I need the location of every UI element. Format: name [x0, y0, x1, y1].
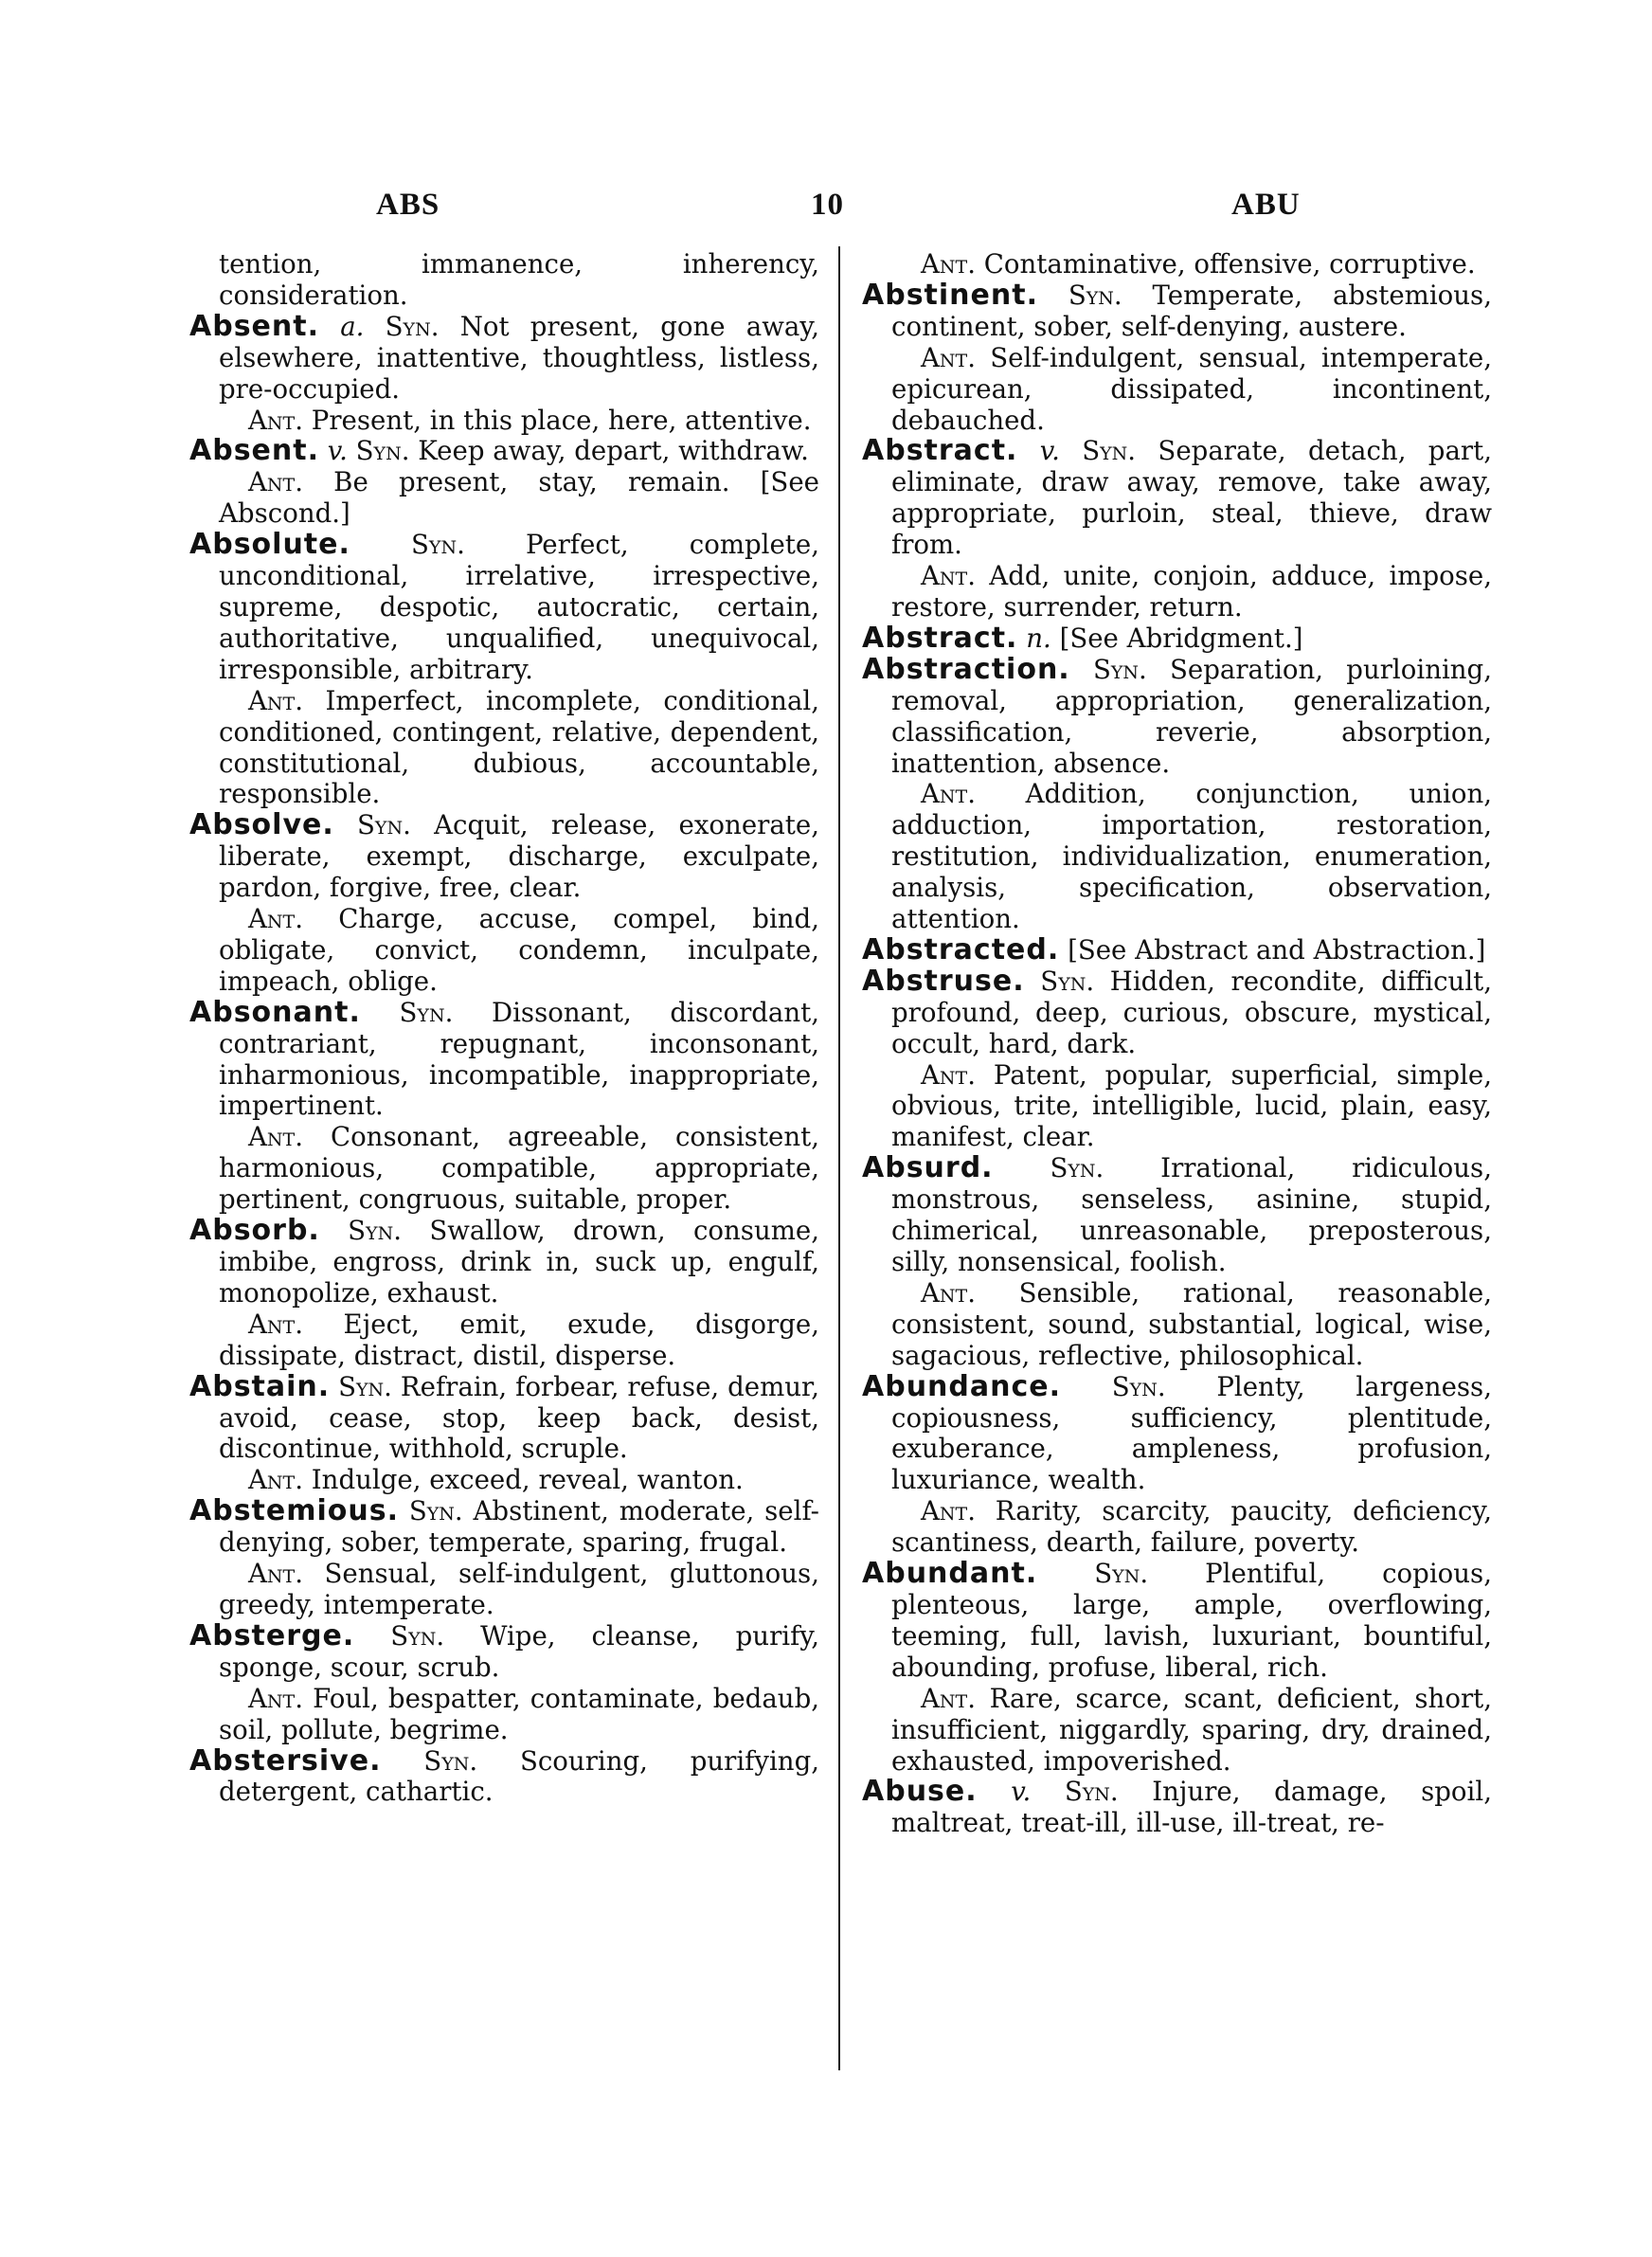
antonym-label: Ant.: [921, 560, 976, 592]
synonym-label: Syn.: [1040, 965, 1095, 997]
dictionary-entry: [862, 561, 1492, 623]
entry-headword: Abstemious.: [189, 1494, 399, 1528]
part-of-speech: v.: [327, 435, 348, 467]
header-left-guide-word: ABS: [376, 188, 440, 222]
dictionary-entry: [189, 467, 819, 530]
entry-text: Scouring, purifying, detergent, cathartic.: [219, 1744, 819, 1808]
part-of-speech: v.: [1011, 1776, 1032, 1808]
entry-text: Contaminative, offensive, corruptive.: [983, 248, 1476, 280]
dictionary-entry: [862, 1153, 1492, 1278]
synonym-label: Syn.: [423, 1744, 478, 1777]
part-of-speech: a.: [340, 310, 365, 342]
dictionary-entry: [189, 1743, 819, 1809]
antonym-label: Ant.: [921, 1495, 976, 1527]
entry-text: Present, in this place, here, attentive.: [311, 404, 812, 436]
entry-headword: Abundant.: [862, 1557, 1038, 1591]
entry-headword: Absurd.: [862, 1151, 994, 1185]
entry-headword: Absolve.: [189, 808, 334, 842]
entry-headword: Abstracted.: [862, 932, 1060, 966]
dictionary-entry: [189, 1216, 819, 1309]
entry-headword: Abstraction.: [862, 652, 1070, 686]
entry-text: Irrational, ridiculous, monstrous, senseless, asinine, stupid, chimerical, unreasonable, preposterous, silly, nonsensical, foolish.: [891, 1152, 1492, 1277]
entry-headword: Abstain.: [189, 1369, 331, 1403]
dictionary-entry: [189, 530, 819, 686]
entry-text: Plenty, largeness, copiousness, sufficiency, plentitude, exuberance, ampleness, profusion, luxuriance, wealth.: [891, 1370, 1492, 1496]
antonym-label: Ant.: [248, 404, 303, 436]
entry-headword: Absent.: [189, 309, 319, 343]
entry-text: Swallow, drown, consume, imbibe, engross, drink in, suck up, engulf, monopolize, exhaust.: [219, 1215, 819, 1309]
synonym-label: Syn.: [1094, 1558, 1149, 1590]
entry-text: Separate, detach, part, eliminate, draw away, remove, take away, appropriate, purloin, steal, thieve, draw from.: [891, 435, 1492, 561]
entry-headword: Abundance.: [862, 1369, 1062, 1403]
antonym-label: Ant.: [248, 1558, 303, 1590]
part-of-speech: n.: [1026, 622, 1051, 654]
entry-text: Self-indulgent, sensual, intemperate, epicurean, dissipated, incontinent, debauched.: [891, 341, 1492, 436]
dictionary-entry: [862, 1559, 1492, 1684]
entry-text: Imperfect, incomplete, conditional, conditioned, contingent, relative, dependent, constitutional, dubious, accountable, responsible.: [219, 684, 819, 810]
synonym-label: Syn.: [1111, 1370, 1166, 1402]
entry-headword: Abstersive.: [189, 1743, 382, 1778]
entry-text: Injure, damage, spoil, maltreat, treat-ill, ill-use, ill-treat, re-: [891, 1776, 1492, 1839]
entry-text: Addition, conjunction, union, adduction, importation, restoration, restitution, individualization, enumeration, analysis, specification, observation, attention.: [891, 778, 1492, 935]
entry-text: Acquit, release, exonerate, liberate, exempt, discharge, exculpate, pardon, forgive, free, clear.: [219, 809, 819, 904]
dictionary-entry: [189, 1465, 819, 1496]
entry-text: Indulge, exceed, reveal, wanton.: [311, 1464, 744, 1496]
entry-text: Not present, gone away, elsewhere, inattentive, thoughtless, listless, pre-occupied.: [219, 310, 820, 405]
synonym-label: Syn.: [399, 996, 454, 1028]
entry-text: Sensual, self-indulgent, gluttonous, greedy, intemperate.: [219, 1558, 819, 1620]
antonym-label: Ant.: [921, 1276, 976, 1309]
synonym-label: Syn.: [348, 1215, 402, 1247]
dictionary-entry: [862, 623, 1492, 655]
antonym-label: Ant.: [248, 1682, 303, 1714]
entry-text: Consonant, agreeable, consistent, harmonious, compatible, appropriate, pertinent, congruous, suitable, proper.: [219, 1121, 819, 1216]
synonym-label: Syn.: [385, 310, 440, 342]
entry-text: Eject, emit, exude, disgorge, dissipate, distract, distil, disperse.: [219, 1308, 819, 1371]
antonym-label: Ant.: [248, 1121, 303, 1153]
page-number: 10: [811, 188, 844, 222]
entry-text: Hidden, recondite, difficult, profound, deep, curious, obscure, mystical, occult, hard, dark.: [891, 965, 1492, 1059]
entry-text: tention, immanence, inherency, consideration.: [219, 248, 819, 311]
entry-headword: Absterge.: [189, 1618, 355, 1652]
entry-text: Rare, scarce, scant, deficient, short, insufficient, niggardly, sparing, dry, drained, exhausted, impoverished.: [891, 1682, 1492, 1777]
header-right-guide-word: ABU: [1231, 188, 1301, 222]
entry-text: Rarity, scarcity, paucity, deficiency, scantiness, dearth, failure, poverty.: [891, 1495, 1493, 1559]
dictionary-entry: [189, 1684, 819, 1746]
synonym-label: Syn.: [408, 1495, 463, 1527]
entry-headword: Absolute.: [189, 528, 350, 562]
entry-text: Add, unite, conjoin, adduce, impose, restore, surrender, return.: [891, 560, 1492, 623]
dictionary-entry: [862, 280, 1492, 343]
dictionary-entry: [862, 1496, 1492, 1559]
synonym-label: Syn.: [338, 1370, 392, 1402]
dictionary-entry: [862, 652, 1492, 780]
entry-text: Foul, bespatter, contaminate, bedaub, soil, pollute, begrime.: [219, 1682, 820, 1745]
entry-headword: Abstinent.: [862, 278, 1038, 312]
left-column: [189, 249, 819, 1808]
entry-text: [See Abridgment.]: [1059, 622, 1303, 654]
antonym-label: Ant.: [921, 248, 976, 280]
dictionary-entry: [189, 309, 820, 406]
entry-text: Patent, popular, superficial, simple, obvious, trite, intelligible, lucid, plain, easy, manifest, clear.: [891, 1058, 1492, 1153]
dictionary-entry: [189, 1559, 819, 1621]
antonym-label: Ant.: [248, 1308, 303, 1340]
dictionary-entry: [862, 932, 1492, 966]
dictionary-entry: [189, 995, 820, 1123]
dictionary-entry: [189, 1369, 819, 1466]
part-of-speech: v.: [1039, 435, 1060, 467]
entry-text: [See Abstract and Abstraction.]: [1068, 933, 1486, 966]
entry-headword: Absonant.: [189, 995, 361, 1029]
dictionary-entry: [862, 436, 1492, 561]
antonym-label: Ant.: [921, 341, 976, 373]
right-column: [862, 249, 1492, 1839]
dictionary-entry: [862, 779, 1492, 935]
synonym-label: Syn.: [411, 529, 465, 561]
dictionary-entry: [189, 436, 819, 467]
synonym-label: Syn.: [1064, 1776, 1119, 1808]
dictionary-entry: [862, 1777, 1492, 1839]
entry-text: Dissonant, discordant, contrariant, repugnant, inconsonant, inharmonious, incompatible, inappropriate, impertinent.: [219, 996, 820, 1122]
entry-text: Charge, accuse, compel, bind, obligate, convict, condemn, inculpate, impeach, oblige.: [219, 903, 819, 997]
synonym-label: Syn.: [1050, 1152, 1104, 1184]
dictionary-entry: [862, 1684, 1492, 1778]
dictionary-entry: [862, 343, 1492, 437]
entry-headword: Abstract.: [862, 621, 1018, 655]
dictionary-entry: [189, 1618, 819, 1684]
antonym-label: Ant.: [921, 1682, 976, 1714]
dictionary-entry: [862, 1278, 1492, 1372]
entry-text: Separation, purloining, removal, appropriation, generalization, classification, reverie, absorption, inattention, absence.: [891, 653, 1492, 779]
entry-text: Refrain, forbear, refuse, demur, avoid, cease, stop, keep back, desist, discontinue, withhold, scruple.: [219, 1370, 819, 1465]
dictionary-entry: [862, 249, 1492, 280]
antonym-label: Ant.: [248, 466, 303, 498]
synonym-label: Syn.: [355, 435, 410, 467]
antonym-label: Ant.: [248, 1464, 303, 1496]
dictionary-entry: [862, 1369, 1492, 1497]
entry-text: Be present, stay, remain. [See Abscond.]: [219, 466, 819, 530]
synonym-label: Syn.: [1092, 653, 1147, 685]
antonym-label: Ant.: [248, 684, 303, 716]
dictionary-entry: [189, 1122, 819, 1216]
entry-text: Sensible, rational, reasonable, consistent, sound, substantial, logical, wise, sagacious, reflective, philosophical.: [891, 1276, 1492, 1371]
antonym-label: Ant.: [248, 903, 303, 935]
entry-text: Plentiful, copious, plenteous, large, ample, overflowing, teeming, full, lavish, luxuriant, bountiful, abounding, profuse, liberal, rich.: [891, 1558, 1492, 1683]
dictionary-entry: [189, 1309, 819, 1372]
entry-headword: Abstruse.: [862, 964, 1025, 998]
entry-text: Keep away, depart, withdraw.: [418, 435, 809, 467]
entry-headword: Abstract.: [862, 434, 1018, 468]
synonym-label: Syn.: [1082, 435, 1137, 467]
synonym-label: Syn.: [1068, 279, 1122, 311]
entry-headword: Absorb.: [189, 1214, 320, 1248]
entry-text: Perfect, complete, unconditional, irrelative, irrespective, supreme, despotic, autocratic, certain, authoritative, unqualified, unequivocal, irresponsible, arbitrary.: [219, 529, 819, 685]
column-divider: [838, 246, 840, 2070]
entry-headword: Absent.: [189, 434, 319, 468]
synonym-label: Syn.: [390, 1619, 445, 1652]
dictionary-entry: [189, 406, 819, 437]
antonym-label: Ant.: [921, 1058, 976, 1091]
entry-text: Abstinent, moderate, self-denying, sober, temperate, sparing, frugal.: [219, 1495, 819, 1559]
entry-text: Temperate, abstemious, continent, sober, self-denying, austere.: [891, 279, 1492, 342]
entry-text: Wipe, cleanse, purify, sponge, scour, scrub.: [219, 1619, 819, 1683]
page-header: [0, 188, 1652, 226]
synonym-label: Syn.: [357, 809, 411, 841]
dictionary-entry: [189, 686, 819, 811]
dictionary-entry: [189, 249, 819, 312]
dictionary-entry: [862, 966, 1492, 1060]
dictionary-entry: [189, 1496, 819, 1559]
entry-headword: Abuse.: [862, 1775, 978, 1809]
dictionary-entry: [189, 904, 819, 998]
dictionary-entry: [189, 810, 819, 904]
antonym-label: Ant.: [921, 778, 976, 810]
dictionary-entry: [862, 1060, 1492, 1154]
